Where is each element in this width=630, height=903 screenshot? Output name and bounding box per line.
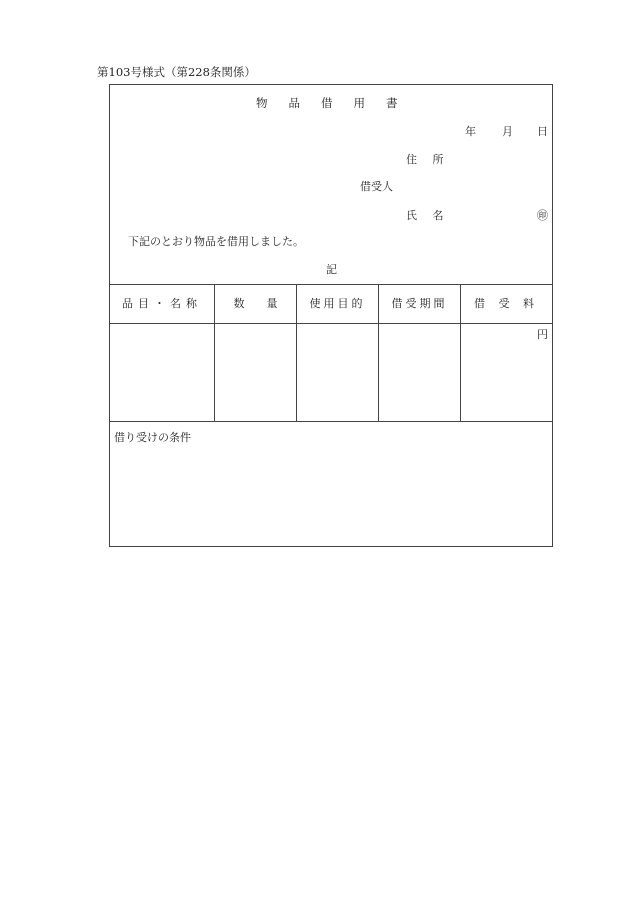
date-month-label: 月 [502, 125, 513, 138]
table-header-border [110, 323, 552, 324]
address-label: 住 所 [406, 153, 450, 166]
header-purpose: 使用目的 [309, 297, 366, 310]
table-bottom-border [110, 421, 552, 422]
fee-unit-label: 円 [537, 328, 548, 341]
conditions-label: 借り受けの条件 [114, 431, 191, 444]
date-day-label: 日 [537, 125, 548, 138]
ki-label: 記 [326, 263, 337, 276]
header-fee: 借 受 料 [474, 297, 539, 310]
borrower-label: 借受人 [360, 180, 393, 193]
form-number-label: 第103号様式（第228条関係） [97, 65, 256, 79]
header-period: 借受期間 [391, 297, 448, 310]
header-quantity: 数 量 [233, 297, 278, 310]
borrowing-form [109, 84, 553, 547]
form-title: 物品借用書 [256, 96, 419, 110]
statement-text: 下記のとおり物品を借用しました。 [128, 235, 304, 248]
name-label: 氏 名 [406, 209, 450, 222]
header-item-name: 品目・名称 [122, 297, 202, 310]
date-year-label: 年 [465, 125, 476, 138]
table-top-border [110, 284, 552, 285]
seal-mark: ㊞ [537, 209, 548, 222]
